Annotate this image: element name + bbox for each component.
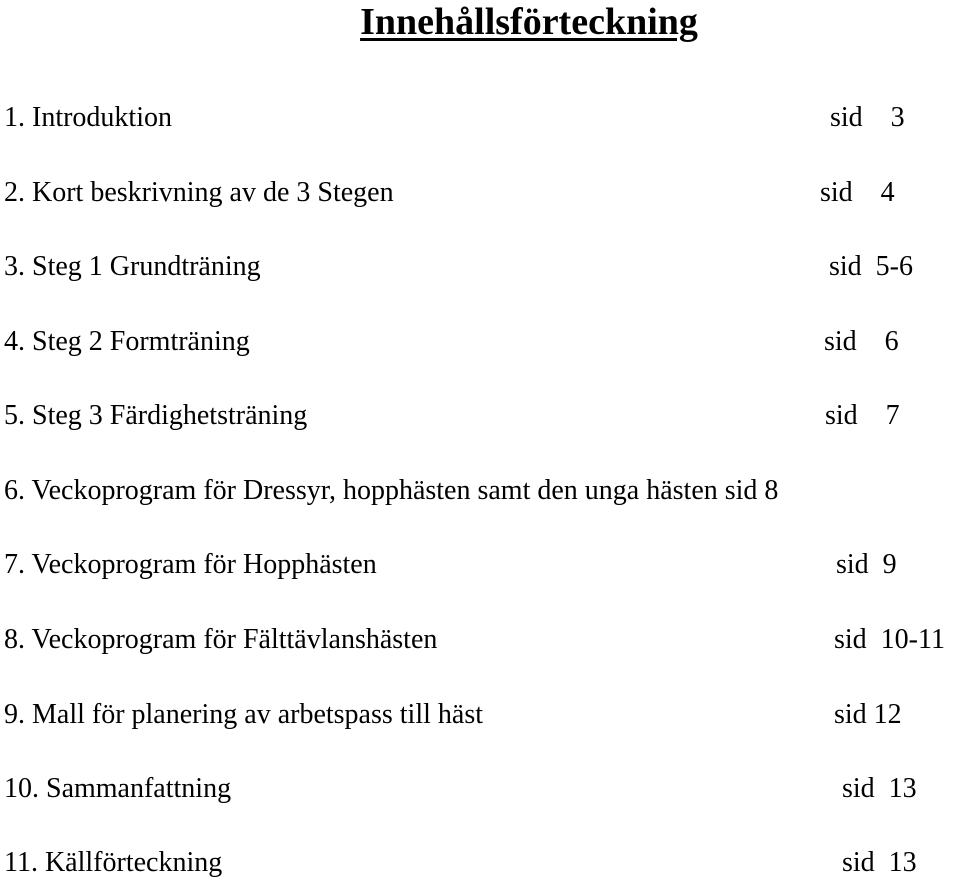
toc-entry-8 xyxy=(0,623,960,657)
toc-entry-text: 4. Steg 2 Formträning xyxy=(4,326,250,357)
toc-entry-text: 5. Steg 3 Färdighetsträning xyxy=(4,400,308,431)
toc-entry-9 xyxy=(0,698,960,732)
toc-entry-7 xyxy=(0,548,960,582)
toc-entry-2 xyxy=(0,176,960,210)
toc-entry-text: 10. Sammanfattning xyxy=(4,773,232,804)
toc-entry-page: sid 6 xyxy=(824,326,899,357)
toc-entry-page: sid 13 xyxy=(842,847,917,878)
toc-entry-page: sid 10-11 xyxy=(834,624,945,655)
toc-entry-text: 7. Veckoprogram för Hopphästen xyxy=(4,549,377,580)
toc-entry-4 xyxy=(0,325,960,359)
toc-entry-text: 11. Källförteckning xyxy=(4,847,223,878)
toc-entry-text: 9. Mall för planering av arbetspass till häst xyxy=(4,699,483,730)
toc-entry-text: 8. Veckoprogram för Fälttävlanshästen xyxy=(4,624,438,655)
toc-entry-page: sid 9 xyxy=(836,549,897,580)
toc-entry-text: 6. Veckoprogram för Dressyr, hopphästen samt den unga hästen sid 8 xyxy=(4,475,779,506)
toc-entry-1 xyxy=(0,101,960,135)
toc-entry-page: sid 13 xyxy=(842,773,917,804)
toc-entry-page: sid 4 xyxy=(820,177,895,208)
toc-title: Innehållsförteckning xyxy=(360,1,698,43)
toc-entry-10 xyxy=(0,772,960,806)
toc-entry-text: 3. Steg 1 Grundträning xyxy=(4,251,261,282)
toc-entry-text: 2. Kort beskrivning av de 3 Stegen xyxy=(4,177,394,208)
toc-entry-6 xyxy=(0,474,960,508)
toc-entry-page: sid 5-6 xyxy=(829,251,913,282)
toc-entry-page: sid 7 xyxy=(825,400,900,431)
toc-entry-page: sid 3 xyxy=(830,102,905,133)
toc-entry-11 xyxy=(0,846,960,880)
toc-entry-text: 1. Introduktion xyxy=(4,102,172,133)
toc-entry-page: sid 12 xyxy=(834,699,902,730)
toc-entry-5 xyxy=(0,399,960,433)
toc-entry-3 xyxy=(0,250,960,284)
